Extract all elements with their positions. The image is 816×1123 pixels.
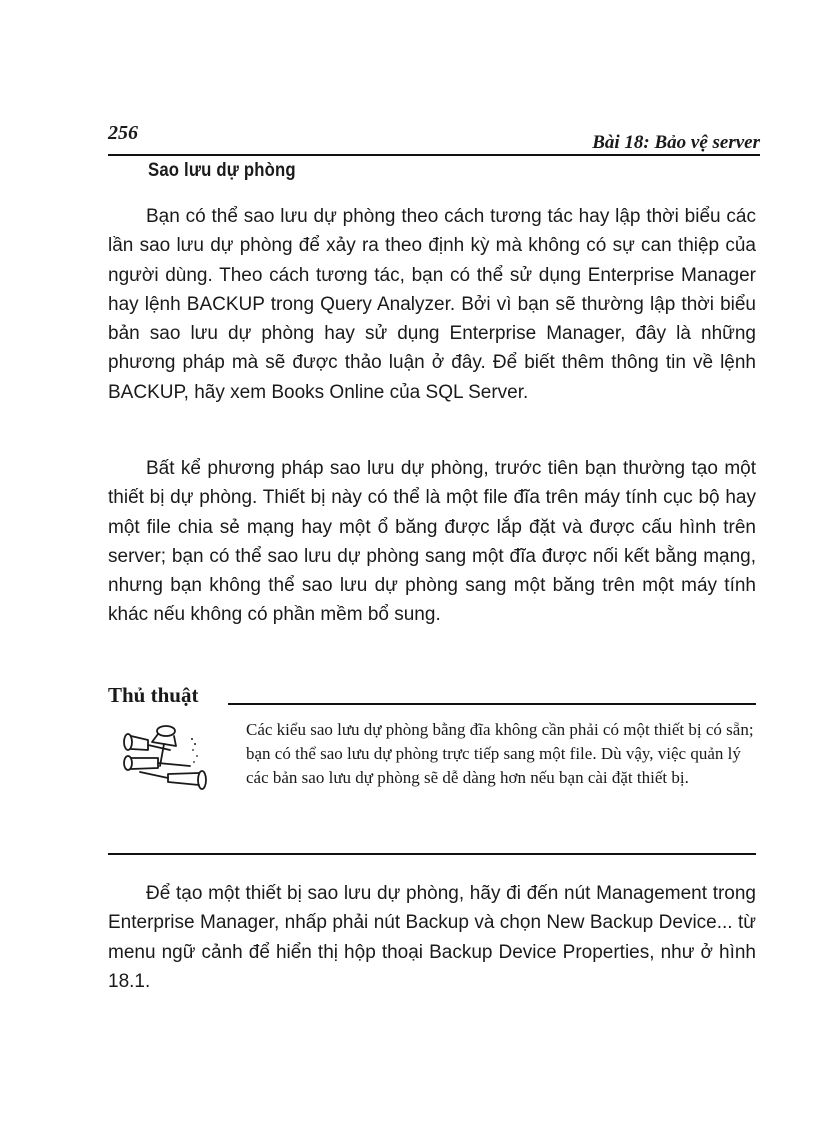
tip-heading-rule xyxy=(228,703,756,705)
header-rule xyxy=(108,154,760,156)
thumbtack-pushpin-icon xyxy=(118,722,218,797)
page-header xyxy=(108,122,760,154)
paragraph-intro-text: Bạn có thể sao lưu dự phòng theo cách tương tác hay lập thời biểu các lần sao lưu dự phòng để xảy ra theo định kỳ mà không có sự can thiệp của người dùng. Theo cách tương tác, bạn có thể sử dụng Enterprise Manager hay lệnh BACKUP trong Query Analyzer. Bởi vì bạn sẽ thường lập thời biểu bản sao lưu dự phòng hay sử dụng Enterprise Manager, đây là những phương pháp mà sẽ được thảo luận ở đây. Để biết thêm thông tin về lệnh BACKUP, hãy xem Books Online của SQL Server. xyxy=(108,206,756,403)
paragraph-backup-device xyxy=(108,454,756,630)
page-number: 256 xyxy=(108,122,138,144)
tip-bottom-rule xyxy=(108,853,756,855)
tip-heading: Thủ thuật xyxy=(108,683,199,707)
paragraph-backup-device-text: Bất kể phương pháp sao lưu dự phòng, trước tiên bạn thường tạo một thiết bị dự phòng. Thiết bị này có thể là một file đĩa trên máy tính cục bộ hay một file chia sẻ mạng hay một ổ băng được lắp đặt và được cấu hình trên server; bạn có thể sao lưu dự phòng sang một đĩa được nối kết bằng mạng, nhưng bạn không thể sao lưu dự phòng sang một băng trên một máy tính khác nếu không có phần mềm bổ sung. xyxy=(108,458,756,626)
paragraph-create-device xyxy=(108,879,756,996)
chapter-title: Bài 18: Bảo vệ server xyxy=(592,132,760,153)
paragraph-intro xyxy=(108,202,756,407)
tip-text: Các kiểu sao lưu dự phòng bằng đĩa không cần phải có một thiết bị có sẵn; bạn có thể sao lưu dự phòng trực tiếp sang một file. Dù vậy, việc quản lý các bản sao lưu dự phòng sẽ dễ dàng hơn nếu bạn cài đặt thiết bị. xyxy=(246,720,754,788)
section-title: Sao lưu dự phòng xyxy=(148,160,296,181)
paragraph-create-device-text: Để tạo một thiết bị sao lưu dự phòng, hãy đi đến nút Management trong Enterprise Manager, nhấp phải nút Backup và chọn New Backup Device... từ menu ngữ cảnh để hiển thị hộp thoại Backup Device Properties, như ở hình 18.1. xyxy=(108,883,756,992)
